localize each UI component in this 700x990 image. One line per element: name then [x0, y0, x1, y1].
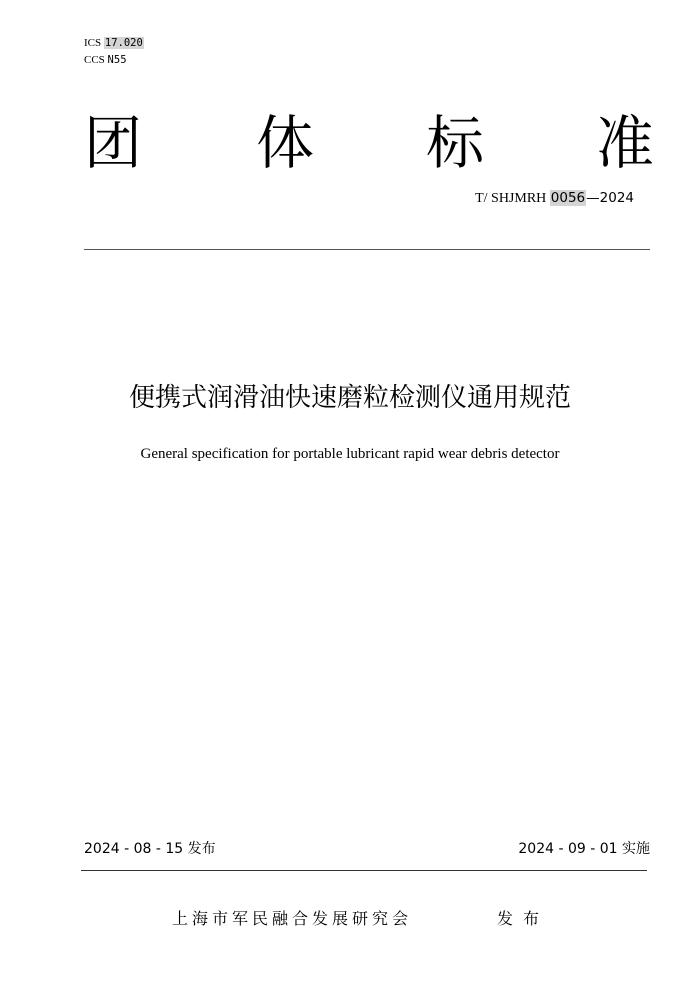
standard-number-value: 0056 [550, 190, 586, 206]
document-title-english: General specification for portable lubricant rapid wear debris detector [140, 446, 560, 462]
standard-number-prefix: T/ SHJMRH [475, 191, 547, 206]
classification-codes [84, 35, 144, 69]
standard-type-char-3: 标 [426, 109, 485, 177]
standard-type-heading [84, 108, 654, 178]
bottom-divider [81, 870, 647, 871]
standard-type-char-4: 准 [596, 109, 655, 177]
standard-number [475, 190, 634, 207]
implementation-date: 2024 - 09 - 01 实施 [518, 841, 650, 857]
ics-label: ICS [84, 37, 102, 49]
standard-type-char-2: 体 [256, 109, 315, 177]
standard-type-char-1: 团 [84, 109, 143, 177]
top-divider [84, 249, 650, 250]
ccs-label: CCS [84, 54, 105, 66]
issue-date: 2024 - 08 - 15 发布 [84, 841, 216, 857]
ccs-value: N55 [107, 54, 127, 66]
document-title-chinese: 便携式润滑油快速磨粒检测仪通用规范 [128, 383, 571, 413]
standard-number-year: —2024 [586, 190, 634, 206]
publish-label: 发布 [497, 909, 550, 928]
ics-value: 17.020 [104, 37, 143, 49]
publisher-name: 上海市军民融合发展研究会 [172, 909, 413, 928]
ics-code-row [84, 35, 144, 52]
ccs-code-row [84, 52, 144, 69]
